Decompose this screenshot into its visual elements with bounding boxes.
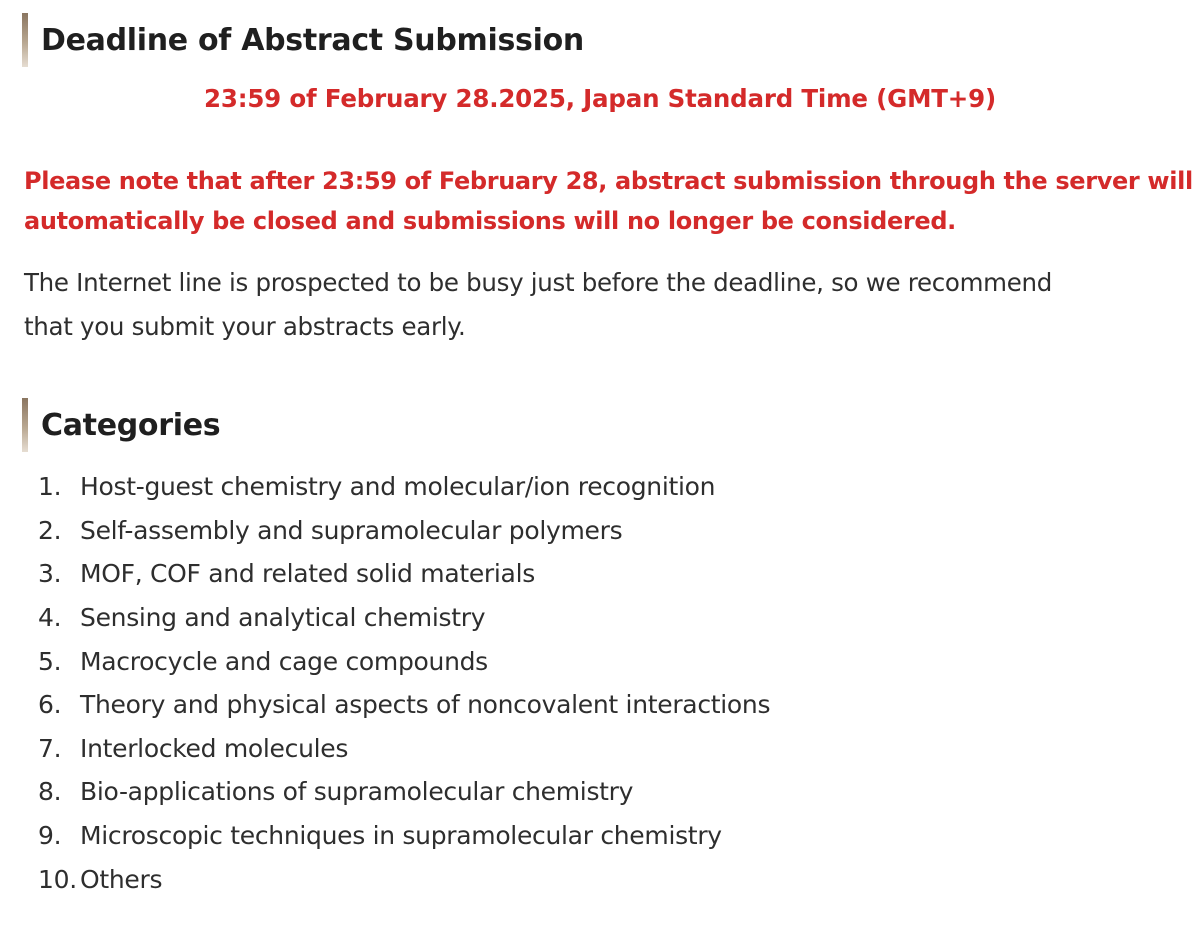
category-item	[0, 727, 770, 771]
advice-line: that you submit your abstracts early.	[24, 312, 466, 341]
categories-heading	[22, 398, 220, 452]
category-number: 9.	[38, 821, 62, 851]
category-number: 10.	[38, 864, 77, 894]
category-number: 6.	[38, 690, 62, 720]
category-label: Theory and physical aspects of noncovalent interactions	[80, 690, 771, 720]
category-item	[0, 770, 770, 814]
category-item	[0, 683, 770, 727]
category-label: Interlocked molecules	[80, 733, 349, 763]
heading-accent-bar	[22, 398, 28, 452]
deadline-heading-text: Deadline of Abstract Submission	[41, 22, 584, 58]
category-number: 7.	[38, 733, 62, 763]
category-number: 4.	[38, 603, 62, 633]
category-label: Host-guest chemistry and molecular/ion recognition	[80, 472, 716, 502]
heading-accent-bar	[22, 13, 28, 67]
closure-notice-line: Please note that after 23:59 of February 28, abstract submission through the server will	[24, 167, 1193, 195]
category-number: 3.	[38, 559, 62, 589]
category-item	[0, 465, 770, 509]
category-label: Self-assembly and supramolecular polymers	[80, 515, 623, 545]
category-number: 8.	[38, 777, 62, 807]
deadline-time: 23:59 of February 28.2025, Japan Standard Time (GMT+9)	[204, 84, 996, 113]
category-label: Sensing and analytical chemistry	[80, 603, 486, 633]
categories-heading-text: Categories	[41, 407, 221, 443]
closure-notice-line: automatically be closed and submissions will no longer be considered.	[24, 207, 956, 235]
category-label: MOF, COF and related solid materials	[80, 559, 535, 589]
category-number: 2.	[38, 515, 62, 545]
category-item	[0, 552, 770, 596]
category-item	[0, 596, 770, 640]
category-item	[0, 509, 770, 553]
category-label: Others	[80, 864, 163, 894]
category-label: Microscopic techniques in supramolecular chemistry	[80, 821, 722, 851]
early-submission-advice	[24, 261, 1184, 349]
category-item	[0, 639, 770, 683]
category-item	[0, 857, 770, 901]
category-number: 5.	[38, 646, 62, 676]
category-label: Macrocycle and cage compounds	[80, 646, 488, 676]
category-item	[0, 814, 770, 858]
advice-line: The Internet line is prospected to be busy just before the deadline, so we recommend	[24, 268, 1052, 297]
category-number: 1.	[38, 472, 62, 502]
category-label: Bio-applications of supramolecular chemistry	[80, 777, 634, 807]
categories-list	[0, 465, 770, 901]
closure-notice	[24, 161, 1193, 241]
deadline-heading	[22, 13, 584, 67]
